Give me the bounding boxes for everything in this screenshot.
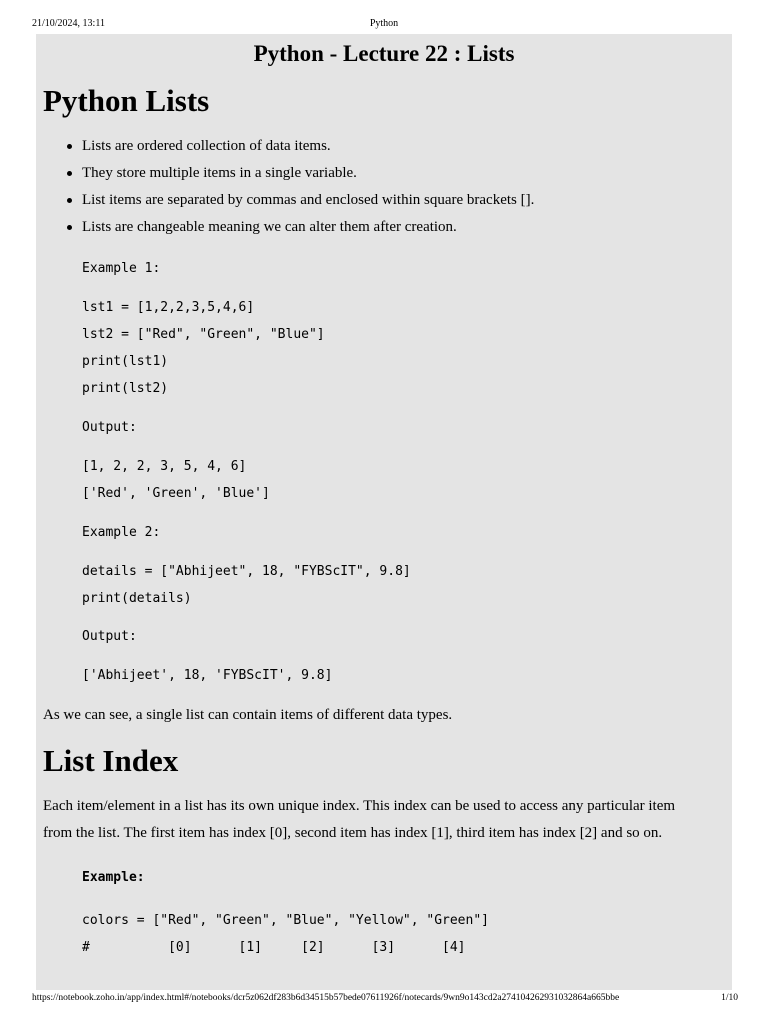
print-page-title: Python bbox=[369, 18, 399, 29]
code-line: lst1 = [1,2,2,3,5,4,6] bbox=[82, 300, 255, 315]
index-paragraph-line: Each item/element in a list has its own unique index. This index can be used to access any particular item bbox=[43, 798, 676, 814]
code-line: colors = ["Red", "Green", "Blue", "Yellow", "Green"] bbox=[82, 913, 489, 928]
output1-label: Output: bbox=[82, 420, 137, 435]
list-item: Lists are changeable meaning we can alter them after creation. bbox=[43, 214, 722, 241]
output-line: ['Abhijeet', 18, 'FYBScIT', 9.8] bbox=[82, 668, 333, 683]
code-line: print(lst2) bbox=[82, 381, 169, 396]
output2-label: Output: bbox=[82, 629, 137, 644]
print-header bbox=[32, 17, 736, 31]
heading-list-index: List Index bbox=[43, 743, 179, 778]
index-paragraph-line: from the list. The first item has index [0], second item has index [1], third item has index [2] and so on. bbox=[43, 825, 663, 841]
example1-label: Example 1: bbox=[82, 261, 161, 276]
note-content bbox=[36, 34, 732, 990]
print-date: 21/10/2024, 13:11 bbox=[32, 18, 105, 29]
document-title: Python - Lecture 22 : Lists bbox=[253, 41, 515, 66]
code-line: lst2 = ["Red", "Green", "Blue"] bbox=[82, 327, 325, 342]
list-item: Lists are ordered collection of data items. bbox=[43, 133, 722, 160]
heading-python-lists: Python Lists bbox=[43, 83, 210, 118]
list-item: They store multiple items in a single variable. bbox=[43, 160, 722, 187]
print-footer bbox=[32, 991, 738, 1005]
list-item: List items are separated by commas and enclosed within square brackets []. bbox=[43, 187, 722, 214]
output-line: [1, 2, 2, 3, 5, 4, 6] bbox=[82, 459, 247, 474]
code-line: print(lst1) bbox=[82, 354, 169, 369]
example-label: Example: bbox=[82, 870, 145, 885]
code-line: details = ["Abhijeet", 18, "FYBScIT", 9.8] bbox=[82, 564, 411, 579]
example2-label: Example 2: bbox=[82, 525, 161, 540]
code-line: print(details) bbox=[82, 591, 192, 606]
index-comment-line: # [0] [1] [2] [3] [4] bbox=[82, 940, 466, 955]
page-number: 1/10 bbox=[721, 993, 738, 1003]
mixed-types-note: As we can see, a single list can contain items of different data types. bbox=[43, 707, 453, 723]
output-line: ['Red', 'Green', 'Blue'] bbox=[82, 486, 270, 501]
page-url: https://notebook.zoho.in/app/index.html#/notebooks/dcr5z062df283b6d34515b57bede07611926f/notecards/9wn9o143cd2a274104262931032864a665bbe bbox=[32, 993, 620, 1003]
bullet-list bbox=[43, 133, 722, 241]
